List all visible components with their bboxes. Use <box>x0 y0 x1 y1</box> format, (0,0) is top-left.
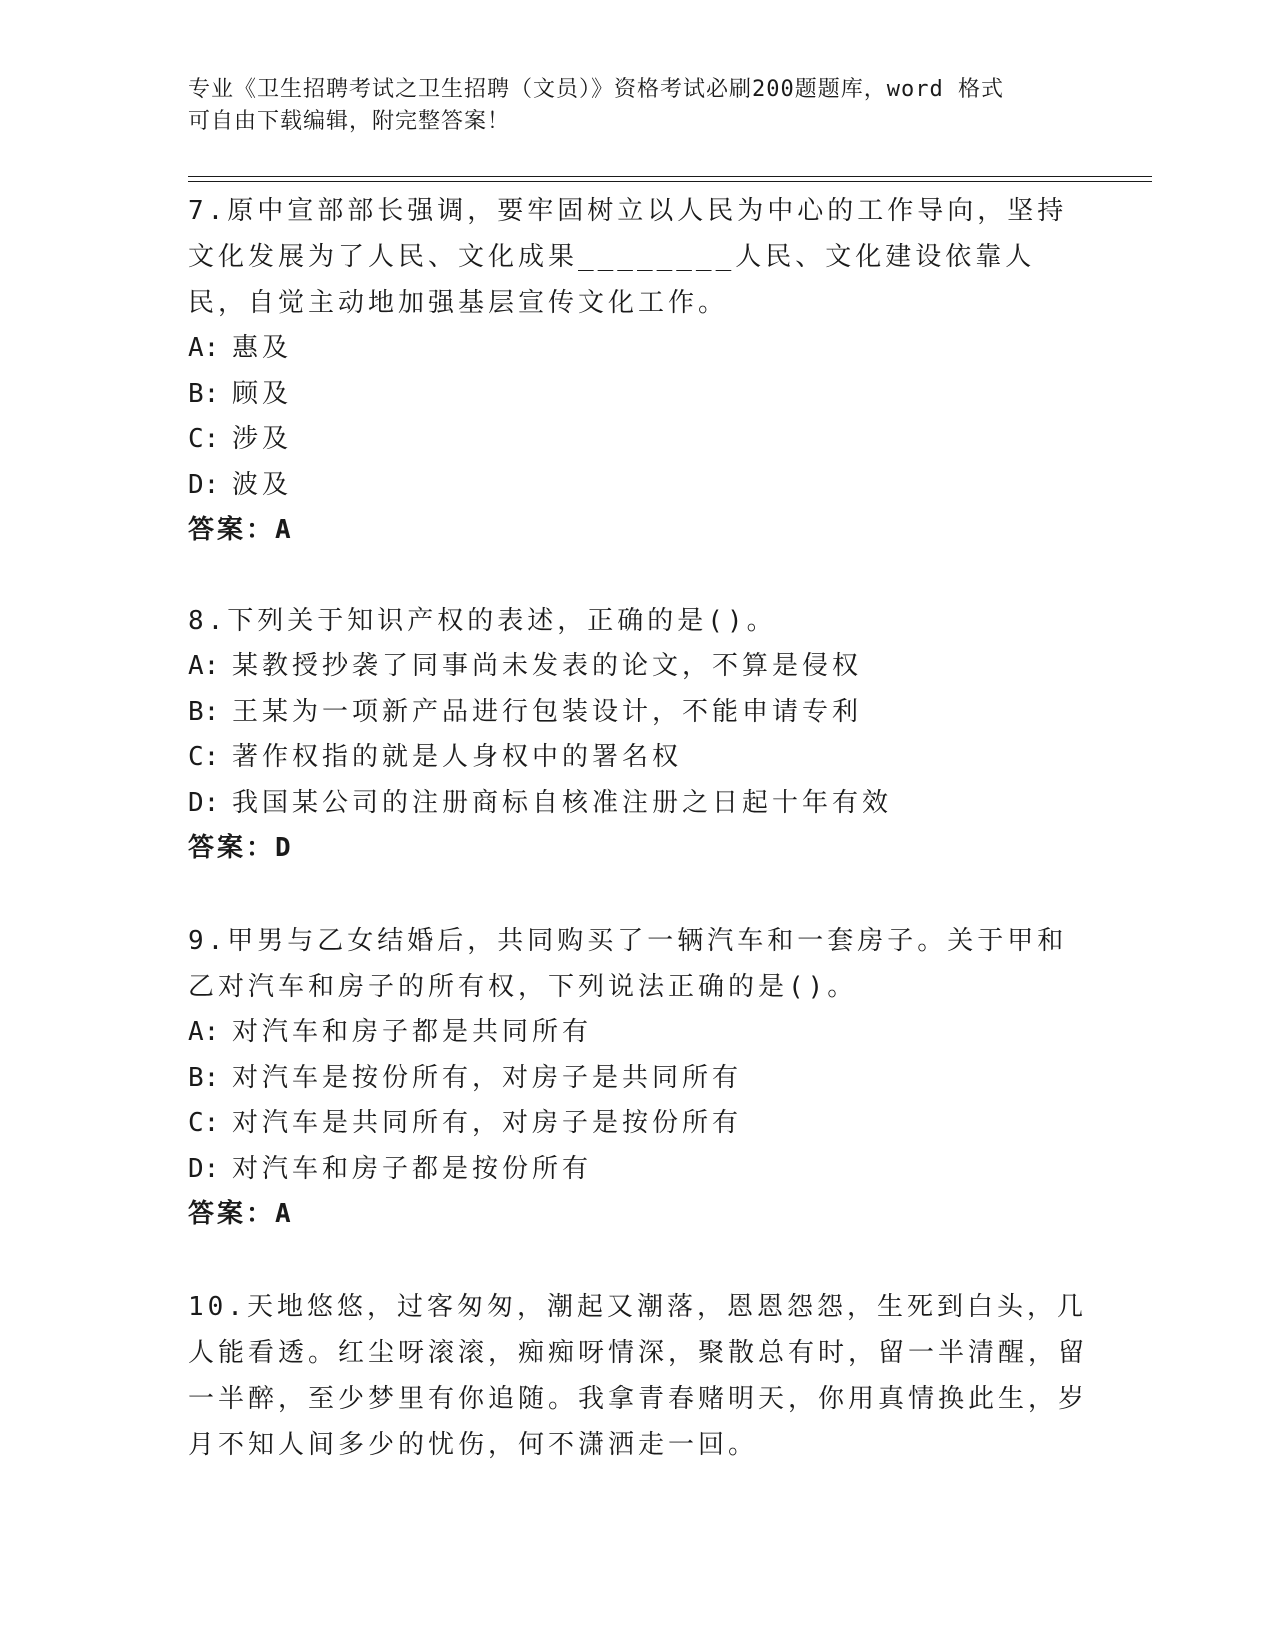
option-key: A: <box>188 651 220 681</box>
answer <box>188 826 1088 872</box>
option-key: A: <box>188 333 220 363</box>
option-d <box>188 1147 1088 1193</box>
header-line-2: 可自由下载编辑，附完整答案！ <box>188 109 511 134</box>
answer <box>188 1192 1088 1238</box>
option-key: C: <box>188 424 220 454</box>
answer <box>188 508 1088 554</box>
question-text: 8.下列关于知识产权的表述，正确的是()。 <box>188 606 777 636</box>
option-text: 对汽车是共同所有，对房子是按份所有 <box>232 1108 743 1138</box>
option-key: C: <box>188 742 220 772</box>
option-text: 某教授抄袭了同事尚未发表的论文，不算是侵权 <box>232 651 863 681</box>
option-text: 涉及 <box>232 424 293 454</box>
answer-label: 答案： <box>188 833 276 863</box>
header-divider-top <box>188 176 1152 177</box>
option-key: B: <box>188 1062 220 1093</box>
option-text: 对汽车和房子都是共同所有 <box>232 1017 593 1047</box>
option-key: D: <box>188 469 220 500</box>
option-d <box>188 781 1088 827</box>
option-text: 顾及 <box>232 378 293 409</box>
question-8 <box>188 598 1088 872</box>
document-header <box>188 74 1088 138</box>
answer-value: A <box>275 1199 295 1229</box>
option-a <box>188 1010 1088 1056</box>
question-text: 10.天地悠悠，过客匆匆，潮起又潮落，恩恩怨怨，生死到白头，几人能看透。红尘呀滚滚，痴痴呀情深，聚散总有时，留一半清醒，留一半醉，至少梦里有你追随。我拿青春赌明天，你用真情换此生，岁月不知人间多少的忧伤，何不潇洒走一回。 <box>188 1292 1089 1460</box>
option-a <box>188 644 1088 690</box>
option-text: 王某为一项新产品进行包装设计，不能申请专利 <box>232 696 863 727</box>
option-c <box>188 417 1088 463</box>
option-key: D: <box>188 1153 220 1184</box>
option-c <box>188 1101 1088 1147</box>
option-d <box>188 463 1088 509</box>
option-text: 对汽车是按份所有，对房子是共同所有 <box>232 1062 743 1093</box>
option-b <box>188 1056 1088 1102</box>
option-text: 著作权指的就是人身权中的署名权 <box>232 742 683 772</box>
option-key: B: <box>188 378 220 409</box>
option-key: C: <box>188 1108 220 1138</box>
question-text: 9.甲男与乙女结婚后，共同购买了一辆汽车和一套房子。关于甲和乙对汽车和房子的所有权，下列说法正确的是()。 <box>188 926 1068 1002</box>
option-text: 对汽车和房子都是按份所有 <box>232 1153 593 1184</box>
option-text: 我国某公司的注册商标自核准注册之日起十年有效 <box>232 787 893 818</box>
header-divider-bottom <box>188 181 1152 182</box>
option-b <box>188 690 1088 736</box>
question-9 <box>188 918 1088 1238</box>
option-c <box>188 735 1088 781</box>
option-text: 惠及 <box>232 333 293 363</box>
answer-label: 答案： <box>188 515 276 545</box>
answer-label: 答案： <box>188 1199 276 1229</box>
option-key: D: <box>188 787 220 818</box>
option-b <box>188 372 1088 418</box>
question-text: 7.原中宣部部长强调，要牢固树立以人民为中心的工作导向，坚持文化发展为了人民、文化成果________人民、文化建设依靠人民，自觉主动地加强基层宣传文化工作。 <box>188 196 1068 318</box>
option-a <box>188 326 1088 372</box>
question-7 <box>188 188 1088 554</box>
answer-value: D <box>275 833 295 863</box>
option-key: A: <box>188 1017 220 1047</box>
question-10 <box>188 1284 1088 1468</box>
option-text: 波及 <box>232 469 293 500</box>
answer-value: A <box>275 515 295 545</box>
header-line-1: 专业《卫生招聘考试之卫生招聘（文员）》资格考试必刷200题题库，word 格式 <box>188 77 1004 102</box>
option-key: B: <box>188 696 220 727</box>
